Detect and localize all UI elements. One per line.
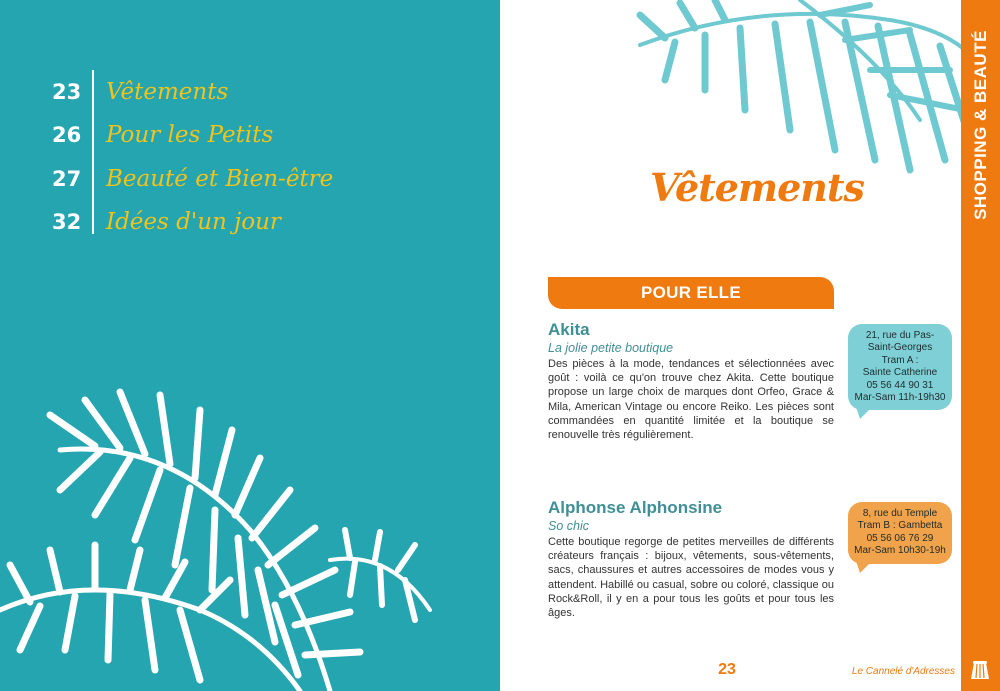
info-line: 21, rue du Pas-: [865, 330, 935, 341]
info-line: Tram A :: [881, 354, 919, 366]
info-line: Saint-Georges: [867, 342, 933, 354]
section-side-tab[interactable]: [961, 0, 1000, 691]
shop-name: Alphonse Alphonsine: [548, 498, 723, 517]
shop-entry: [548, 498, 834, 620]
toc-page-number: 32: [52, 210, 82, 235]
info-line: 05 56 44 90 31: [866, 379, 934, 391]
shop-tagline: So chic: [548, 519, 589, 533]
shop-info-bubble: [848, 324, 952, 410]
shop-entry: [548, 320, 834, 442]
toc-title: Pour les Petits: [106, 122, 274, 149]
info-line: Tram B : Gambetta: [857, 520, 943, 532]
table-of-contents: [52, 70, 352, 244]
footer-brand: Le Cannelé d'Adresses: [851, 666, 955, 677]
toc-item[interactable]: [52, 70, 352, 114]
shop-tagline: La jolie petite boutique: [548, 341, 674, 355]
toc-item[interactable]: [52, 201, 352, 245]
right-page: [500, 0, 1000, 691]
page-number: 23: [718, 661, 736, 678]
toc-item[interactable]: [52, 114, 352, 158]
toc-title: Beauté et Bien-être: [106, 165, 334, 192]
bubble-tail: [856, 407, 872, 419]
info-line: Mar-Sam 10h30-19h: [854, 545, 946, 557]
info-line: 8, rue du Temple: [862, 508, 938, 519]
toc-item[interactable]: [52, 157, 352, 201]
info-line: Sainte Catherine: [862, 367, 938, 379]
page-title: Vêtements: [650, 165, 864, 210]
toc-title: Vêtements: [106, 78, 229, 105]
palm-leaf-illustration: [0, 380, 500, 691]
info-line: Mar-Sam 11h-19h30: [854, 392, 946, 404]
shop-info-bubble: [848, 502, 952, 564]
toc-page-number: 27: [52, 166, 82, 191]
canele-icon: [968, 659, 992, 683]
toc-title: Idées d'un jour: [106, 209, 281, 236]
side-tab-label: SHOPPING & BEAUTÉ: [970, 30, 990, 220]
section-header-label: POUR ELLE: [641, 283, 741, 302]
palm-leaf-illustration: [620, 0, 980, 190]
shop-name: Akita: [548, 320, 590, 339]
shop-description: Des pièces à la mode, tendances et sélectionnées avec goût : voilà ce qu'on trouve chez Akita. Cette boutique propose un large choix de marques dont Orfeo, Grace & Mila, American Vintage ou encore Reiko. Les pièces sont commandées en quantité limitée et la boutique se renouvelle très régulièrement.: [548, 358, 834, 442]
info-line: 05 56 06 76 29: [866, 532, 934, 544]
bubble-tail: [856, 561, 872, 573]
section-header: [548, 277, 834, 309]
shop-description: Cette boutique regorge de petites merveilles de différents créateurs français : bijoux, vêtements, sous-vêtements, sacs, chaussures et autres accessoires de modes vous y attendent. Habillé ou casual, sobre ou coloré, classique ou Rock&Roll, il y en a pour tous les goûts et pour tous les âges.: [548, 536, 834, 620]
toc-page-number: 23: [52, 79, 82, 104]
toc-page-number: 26: [52, 123, 82, 148]
